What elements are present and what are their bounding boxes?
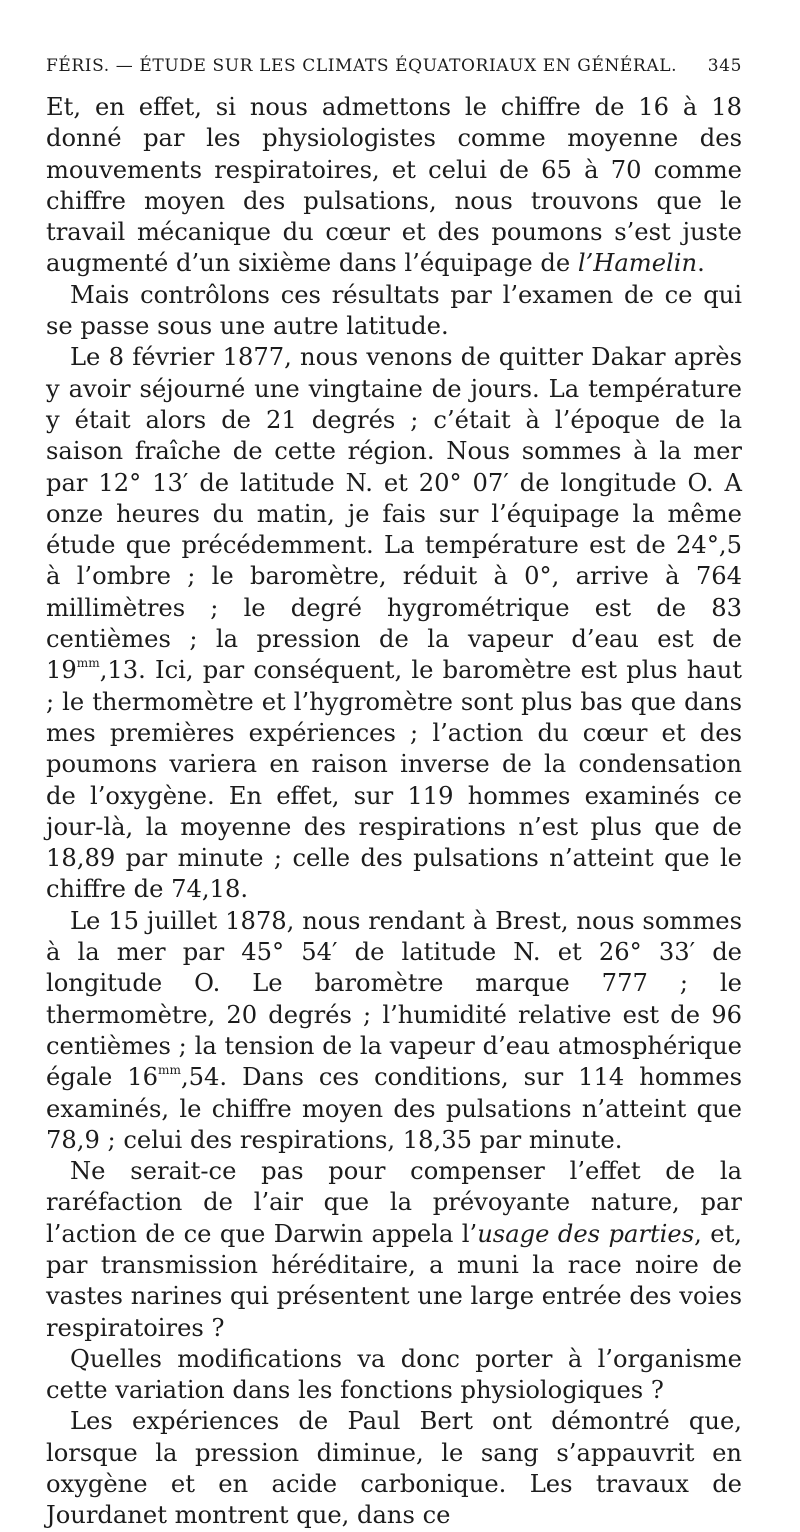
paragraph-1	[46, 92, 742, 280]
paragraph-2	[46, 280, 742, 343]
paragraph-6-text: Quelles modifications va donc porter à l’organisme cette variation dans les fonctions physiologiques ?	[46, 1344, 742, 1405]
paragraph-5-text: Ne serait-ce pas pour compenser l’effet de la raréfaction de l’air que la prévoyante nature, par l’action de ce que Darwin appela l’	[46, 1157, 742, 1248]
paragraph-1-text: Et, en effet, si nous admettons le chiffre de 16 à 18 donné par les physiologistes comme moyenne des mouvements respiratoires, et celui de 65 à 70 comme chiffre moyen des pulsations, nous trouvons que le travail mécanique du cœur et des poumons s’est juste augmenté d’un sixième dans l’équipage de	[46, 93, 742, 278]
page-header	[46, 56, 742, 76]
paragraph-5	[46, 1156, 742, 1344]
paragraph-2-text: Mais contrôlons ces résultats par l’examen de ce qui se passe sous une autre latitude.	[46, 280, 742, 341]
paragraph-3-text-cont: ,13. Ici, par conséquent, le baromètre est plus haut ; le thermomètre et l’hygromètre sont plus bas que dans mes premières expériences ; l’action du cœur et des poumons variera en raison inverse de la condensation de l’oxygène. En effet, sur 119 hommes examinés ce jour-là, la moyenne des respirations n’est plus que de 18,89 par minute ; celle des pulsations n’atteint que le chiffre de 74,18.	[46, 656, 742, 904]
ship-name: l’Hamelin	[577, 249, 698, 278]
paragraph-4-text-cont: ,54. Dans ces conditions, sur 114 hommes examinés, le chiffre moyen des pulsations n’atteint que 78,9 ; celui des respirations, 18,35 par minute.	[46, 1063, 743, 1154]
running-title: FÉRIS. — ÉTUDE SUR LES CLIMATS ÉQUATORIAUX EN GÉNÉRAL.	[46, 56, 678, 76]
paragraph-1-end: .	[697, 249, 705, 278]
unit-superscript: mm	[158, 1063, 181, 1078]
paragraph-7-text: Les expériences de Paul Bert ont démontré que, lorsque la pression diminue, le sang s’appauvrit en oxygène et en acide carbonique. Les travaux de Jourdanet montrent que, dans ce	[46, 1407, 742, 1530]
italic-phrase: usage des parties	[477, 1219, 695, 1248]
body-text	[46, 92, 742, 1532]
page-number: 345	[707, 56, 742, 76]
paragraph-3	[46, 342, 742, 905]
paragraph-4	[46, 906, 742, 1156]
unit-superscript: mm	[76, 656, 100, 671]
paragraph-7	[46, 1406, 742, 1531]
paragraph-3-text: Le 8 février 1877, nous venons de quitter Dakar après y avoir séjourné une vingtaine de jours. La température y était alors de 21 degrés ; c’était à l’époque de la saison fraîche de cette région. Nous sommes à la mer par 12° 13′ de latitude N. et 20° 07′ de longitude O. A onze heures du matin, je fais sur l’équipage la même étude que précédemment. La température est de 24°,5 à l’ombre ; le baromètre, réduit à 0°, arrive à 764 millimètres ; le degré hygrométrique est de 83 centièmes ; la pression de la vapeur d’eau est de 19	[46, 343, 742, 685]
paragraph-5-text-cont: , et, par transmission héréditaire, a muni la race noire de vastes narines qui présentent une large entrée des voies respiratoires ?	[46, 1219, 742, 1342]
paragraph-4-text: Le 15 juillet 1878, nous rendant à Brest, nous sommes à la mer par 45° 54′ de latitude N. et 26° 33′ de longitude O. Le baromètre marque 777 ; le thermomètre, 20 degrés ; l’humidité relative est de 96 centièmes ; la tension de la vapeur d’eau atmosphérique égale 16	[46, 906, 742, 1092]
paragraph-6	[46, 1344, 742, 1407]
